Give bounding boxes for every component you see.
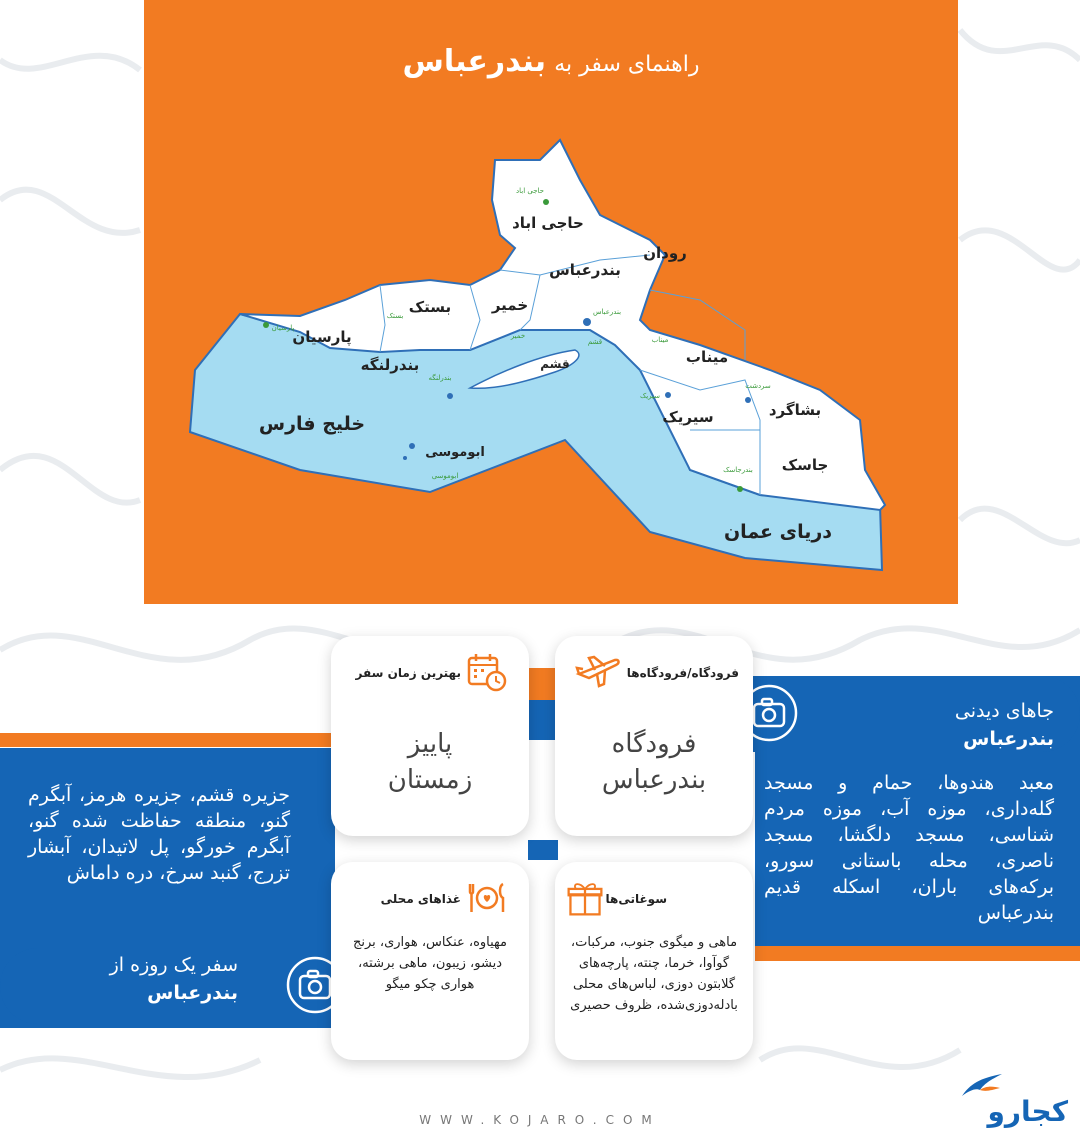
day-trip-body: جزیره قشم، جزیره هرمز، آبگرم گنو، منطقه حفاظت شده گنو، آبگرم خورگو، پل لاتیدان، آبشار تزرج، گنبد سرخ، دره داماش [28, 784, 290, 884]
airport-card-line1: فرودگاه [611, 729, 697, 759]
souvenirs-card [555, 862, 753, 1060]
label-bandar-abbas: بندرعباس [549, 261, 621, 279]
logo-text: کجارو [987, 1095, 1068, 1128]
orange-band-left [0, 733, 335, 747]
label-rudan: رودان [643, 244, 687, 262]
gift-icon [565, 878, 605, 918]
label-jask: جاسک [781, 456, 829, 474]
blue-connector-middle [528, 840, 558, 860]
small-label-bandar-lengeh: بندرلنگه [428, 374, 452, 382]
footer-url[interactable]: WWW.KOJARO.COM [419, 1113, 661, 1127]
orange-band-right [755, 945, 1080, 961]
small-label-bandar-jask: بندرجاسک [723, 466, 753, 474]
day-trip-heading-bold: بندرعباس [147, 982, 238, 1004]
kojaro-logo[interactable] [958, 1068, 1068, 1132]
best-time-card-title: بهترین زمان سفر [355, 666, 461, 680]
label-bashagard: بشاگرد [768, 401, 822, 419]
label-bandar-lengeh: بندرلنگه [360, 356, 420, 374]
airport-card-title: فرودگاه/فرودگاه‌ها [626, 666, 739, 680]
hormozgan-map [144, 0, 958, 604]
small-label-qeshm: قشم [587, 338, 603, 346]
airport-card-line2: بندرعباس [601, 765, 707, 795]
label-bastak: بستک [408, 298, 452, 316]
map-title-light: راهنمای سفر به [554, 52, 700, 77]
small-label-minab: میناب [651, 336, 669, 344]
best-time-card [331, 636, 529, 836]
small-label-khamir: خمیر [510, 332, 526, 340]
sightseeing-body: معبد هندوها، حمام و مسجد گله‌داری، موزه آب، موزه مردم شناسی، مسجد دلگشا، مسجد ناصری، محله باستانی سورو، برکه‌های باران، اسکله قدیم بندرعباس [764, 772, 1054, 924]
small-label-haji-abad: حاجی اباد [516, 187, 544, 195]
local-food-card-body: مهیاوه، عنکاس، هواری، برنج دیشو، زیبون، ماهی برشته، هواری چکو میگو [352, 935, 508, 992]
label-haji-abad: حاجی اباد [512, 214, 584, 232]
small-label-bastak: بستک [386, 312, 404, 320]
souvenirs-card-body: ماهی و میگوی جنوب، مرکبات، گوآوا، خرما، چنته، پارچه‌های گلابتون دوزی، لباس‌های محلی بادله‌دوزی‌شده، ظروف حصیری [570, 935, 738, 1013]
day-trip-heading-light: سفر یک روزه از [109, 954, 238, 976]
best-time-card-line2: زمستان [387, 765, 473, 795]
label-qeshm: قشم [540, 357, 570, 371]
label-abu-musa: ابوموسی [425, 445, 485, 460]
airport-card [555, 636, 753, 836]
best-time-card-line1: پاییز [407, 729, 453, 759]
local-food-card-title: غذاهای محلی [380, 892, 461, 906]
label-khamir: خمیر [491, 296, 529, 314]
label-oman-sea: دریای عمان [723, 521, 833, 543]
label-persian-gulf: خلیج فارس [258, 413, 366, 435]
plate-cutlery-icon [465, 878, 509, 918]
local-food-card [331, 862, 529, 1060]
sightseeing-heading-light: جاهای دیدنی [954, 700, 1054, 722]
calendar-clock-icon [465, 652, 509, 692]
small-label-sardasht: سردشت [745, 382, 771, 390]
label-minab: میناب [685, 348, 729, 366]
small-label-abu-musa: ابوموسی [431, 472, 459, 480]
small-label-sirik: سیریک [639, 392, 661, 400]
label-sirik: سیریک [662, 408, 714, 426]
souvenirs-card-title: سوغاتی‌ها [605, 892, 667, 906]
blue-connector-top [528, 700, 558, 740]
map-panel [144, 0, 958, 604]
small-label-parsian: پارسیان [271, 324, 295, 332]
airplane-icon [571, 652, 623, 692]
sightseeing-heading-bold: بندرعباس [963, 728, 1054, 750]
label-parsian: پارسیان [292, 328, 352, 346]
map-title-bold: بندرعباس [402, 44, 546, 79]
small-label-bandar-abbas: بندرعباس [592, 308, 622, 316]
